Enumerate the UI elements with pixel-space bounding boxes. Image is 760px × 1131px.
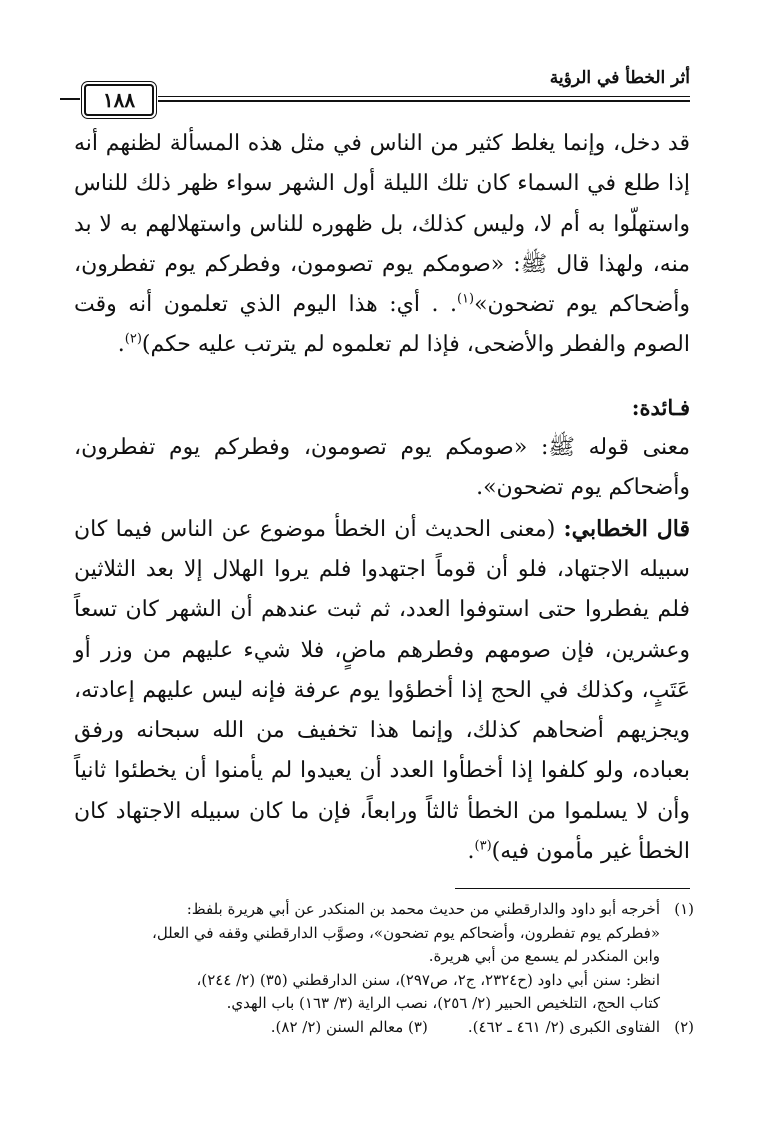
paragraph-1-end: . bbox=[117, 332, 125, 358]
paragraph-1 bbox=[74, 124, 690, 366]
quoted-author: قال الخطابي: bbox=[563, 515, 691, 542]
footnote-ref-2[interactable]: (٢) bbox=[124, 332, 142, 348]
footnotes bbox=[74, 898, 694, 1039]
footnote-3-text: معالم السنن (٢/ ٨٢). bbox=[270, 1017, 404, 1036]
paragraph-3 bbox=[74, 509, 690, 873]
footnote-divider bbox=[455, 888, 690, 889]
footnote-3-number: (٣) bbox=[408, 1017, 428, 1036]
page-header bbox=[70, 58, 690, 118]
paragraph-2: معنى قوله ﷺ: «صومكم يوم تصومون، وفطركم يوم تفطرون، وأضحاكم يوم تضحون». bbox=[74, 435, 690, 501]
footnote-1-line-1: أخرجه أبو داود والدارقطني من حديث محمد بن المنكدر عن أبي هريرة بلفظ: bbox=[186, 900, 660, 918]
paragraph-1-part-a: قد دخل، وإنما يغلط كثير من الناس في مثل هذه المسألة لظنهم أنه إذا طلع في السماء كان تلك الليلة أول الشهر سواء ظهر ذلك للناس واستهلّوا به أم لا، وليس كذلك، بل ظهوره للناس واستهلالهم به لا بد منه، ولهذا قال ﷺ: «صومكم يوم تصومون، وفطركم يوم تفطرون، وأضحاكم يوم تضحون» bbox=[74, 131, 690, 318]
footnote-2-text: الفتاوى الكبرى (٢/ ٤٦١ ـ ٤٦٢). bbox=[467, 1017, 660, 1036]
footnote-1-number: (١) bbox=[674, 900, 694, 918]
footnote-1-line-2: «فطركم يوم تفطرون، وأضحاكم يوم تضحون»، وصوَّب الدارقطني وقفه في العلل، bbox=[151, 923, 660, 942]
main-text bbox=[74, 124, 690, 872]
page-number: ١٨٨ bbox=[84, 84, 154, 116]
section-title: فـائدة: bbox=[631, 394, 690, 420]
header-rule-right-thin bbox=[158, 96, 690, 97]
footnote-1 bbox=[74, 898, 694, 922]
header-rule-right bbox=[158, 100, 690, 102]
paragraph-3-end: . bbox=[467, 839, 475, 865]
footnote-2-number: (٢) bbox=[674, 1017, 694, 1036]
footnote-ref-1[interactable]: (١) bbox=[456, 291, 475, 307]
paragraph-1-part-b: . . أي: هذا اليوم الذي تعلمون أنه وقت الصوم والفطر والأضحى، فإذا لم تعلموه لم يترتب عليه حكم) bbox=[74, 292, 690, 358]
header-rule-left bbox=[60, 98, 80, 100]
footnote-1-line-4: انظر: سنن أبي داود (ح٢٣٢٤، ج٢، ص٢٩٧)، سنن الدارقطني (٣٥) (٢/ ٢٤٤)، bbox=[196, 970, 660, 989]
footnotes-2-3 bbox=[74, 1016, 694, 1040]
footnote-1-line-5: كتاب الحج، التلخيص الحبير (٢/ ٢٥٦)، نصب الراية (٣/ ١٦٣) باب الهدي. bbox=[226, 994, 660, 1012]
footnote-ref-3[interactable]: (٣) bbox=[474, 838, 492, 854]
paragraph-3-text: (معنى الحديث أن الخطأ موضوع عن الناس فيما كان سبيله الاجتهاد، فلو أن قوماً اجتهدوا فلم يروا الهلال إلا بعد الثلاثين فلم يفطروا حتى استوفوا العدد، ثم ثبت عندهم أن الشهر كان تسعاً وعشرين، فإن صومهم وفطرهم ماضٍ، فلا شيء عليهم من وزر أو عَتَبٍ، وكذلك في الحج إذا أخطؤوا يوم عرفة فإنه ليس عليهم إعادته، ويجزيهم أضحاهم كذلك، وإنما هذا تخفيف من الله سبحانه ورفق بعباده، ولو كلفوا إذا أخطأوا العدد أن يعيدوا لم يأمنوا أن يخطئوا ثانياً وأن لا يسلموا من الخطأ ثالثاً ورابعاً، فإن ما كان سبيله الاجتهاد كان الخطأ غير مأمون فيه) bbox=[74, 516, 690, 865]
running-title: أثر الخطأ في الرؤية bbox=[549, 68, 690, 88]
footnote-1-line-3: وابن المنكدر لم يسمع من أبي هريرة. bbox=[428, 947, 660, 965]
